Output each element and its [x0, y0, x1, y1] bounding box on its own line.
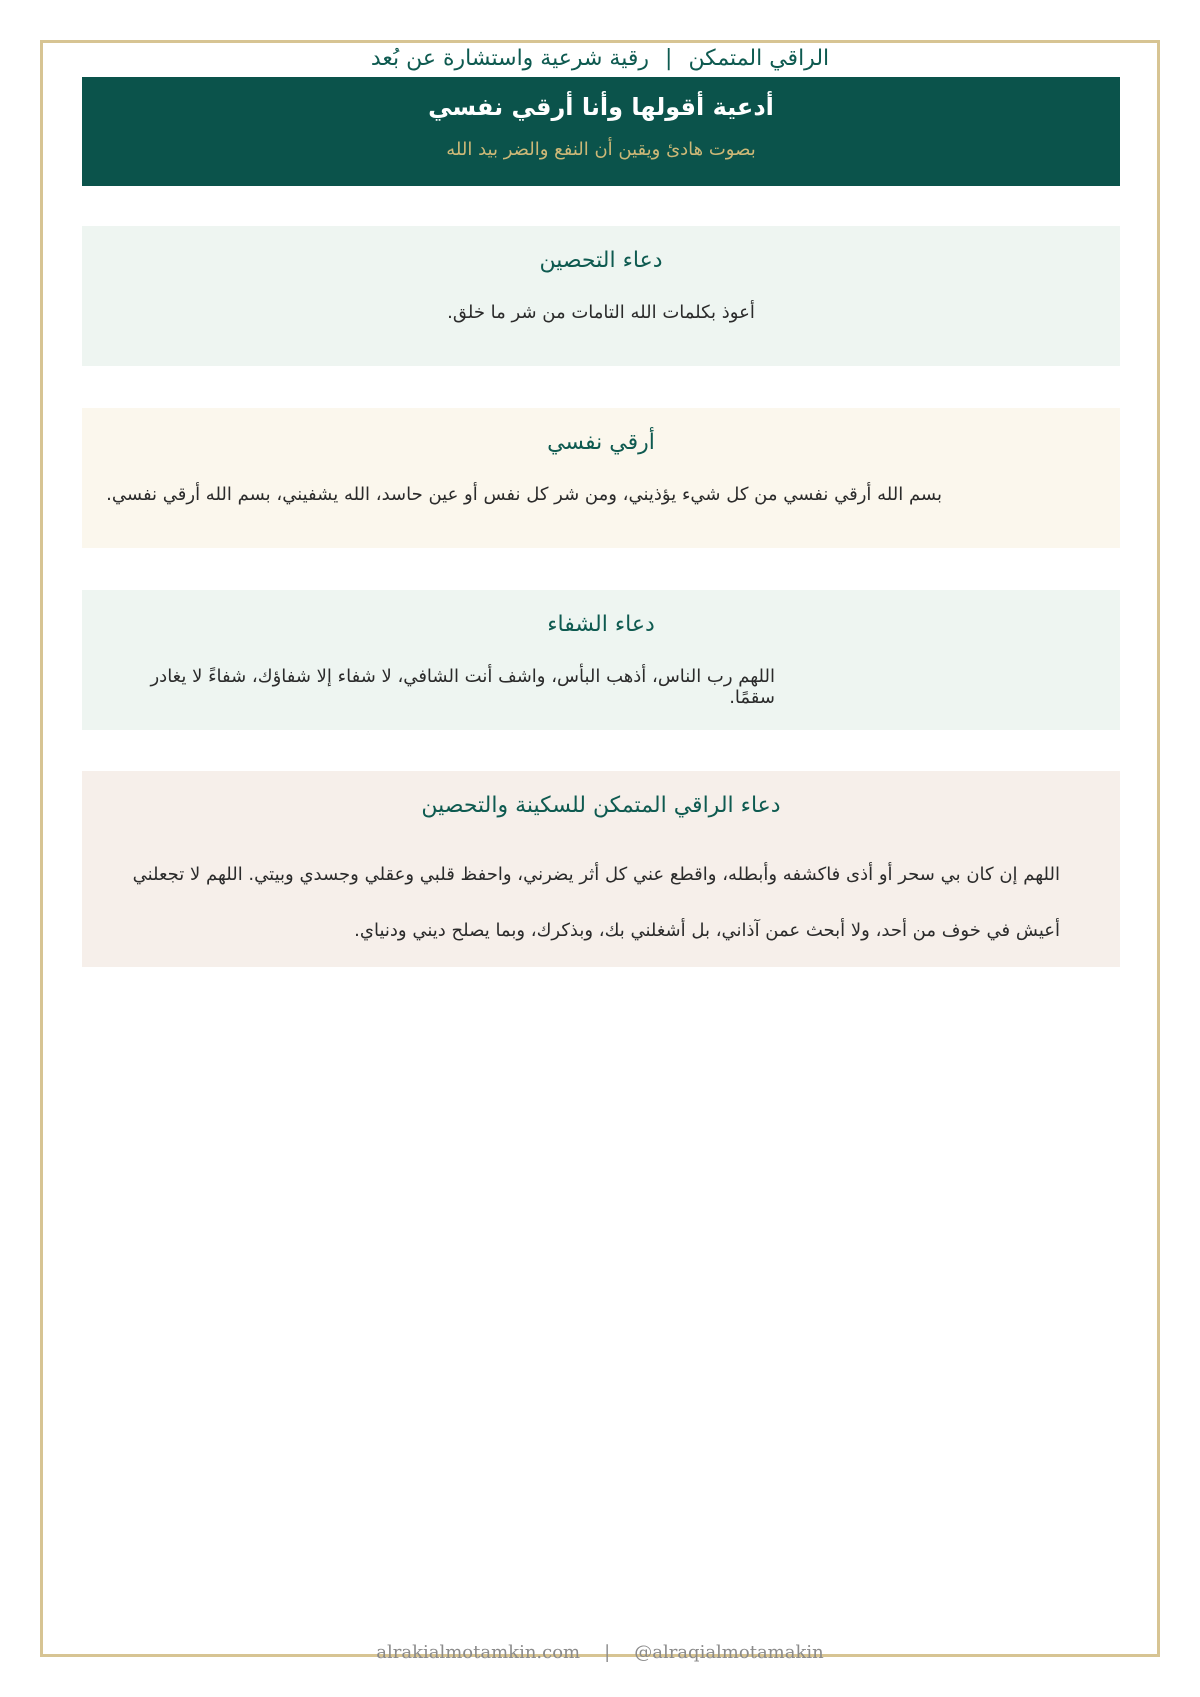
header-banner: [82, 77, 1120, 186]
section-card-self-ruqyah: [82, 408, 1120, 548]
brand-tagline: رقية شرعية واستشارة عن بُعد: [370, 45, 650, 71]
footer-separator: |: [604, 1641, 611, 1663]
title-separator: |: [665, 45, 673, 71]
section-text: بسم الله أرقي نفسي من كل شيء يؤذيني، ومن شر كل نفس أو عين حاسد، الله يشفيني، بسم الله أرقي نفسي.: [106, 484, 942, 505]
footer-website[interactable]: alrakialmotamkin.com: [376, 1641, 581, 1663]
footer: [40, 1637, 1160, 1667]
section-text: أعوذ بكلمات الله التامات من شر ما خلق.: [447, 302, 755, 323]
section-title: أرقي نفسي: [547, 430, 655, 455]
section-card-tahseen: [82, 226, 1120, 366]
brand-name: الراقي المتمكن: [688, 45, 830, 71]
banner-title: أدعية أقولها وأنا أرقي نفسي: [428, 93, 774, 121]
banner-subtitle: بصوت هادئ ويقين أن النفع والضر بيد الله: [446, 139, 756, 160]
section-text: اللهم رب الناس، أذهب البأس، واشف أنت الشافي، لا شفاء إلا شفاؤك، شفاءً لا يغادر سقمًا.: [150, 666, 775, 708]
top-title: [40, 40, 1160, 76]
section-title: دعاء التحصين: [539, 248, 663, 273]
section-title: دعاء الشفاء: [547, 612, 655, 637]
section-card-tranquility: [82, 771, 1120, 967]
footer-handle[interactable]: @alraqialmotamakin: [634, 1641, 824, 1663]
section-card-healing: [82, 590, 1120, 730]
section-text: اللهم إن كان بي سحر أو أذى فاكشفه وأبطله، واقطع عني كل أثر يضرني، واحفظ قلبي وعقلي وجسدي وبيتي. اللهم لا تجعلني أعيش في خوف من أحد، ولا أبحث عمن آذاني، بل أشغلني بك، وبذكرك، وبما يصلح ديني ودنياي.: [132, 864, 1060, 941]
section-title: دعاء الراقي المتمكن للسكينة والتحصين: [421, 793, 781, 818]
